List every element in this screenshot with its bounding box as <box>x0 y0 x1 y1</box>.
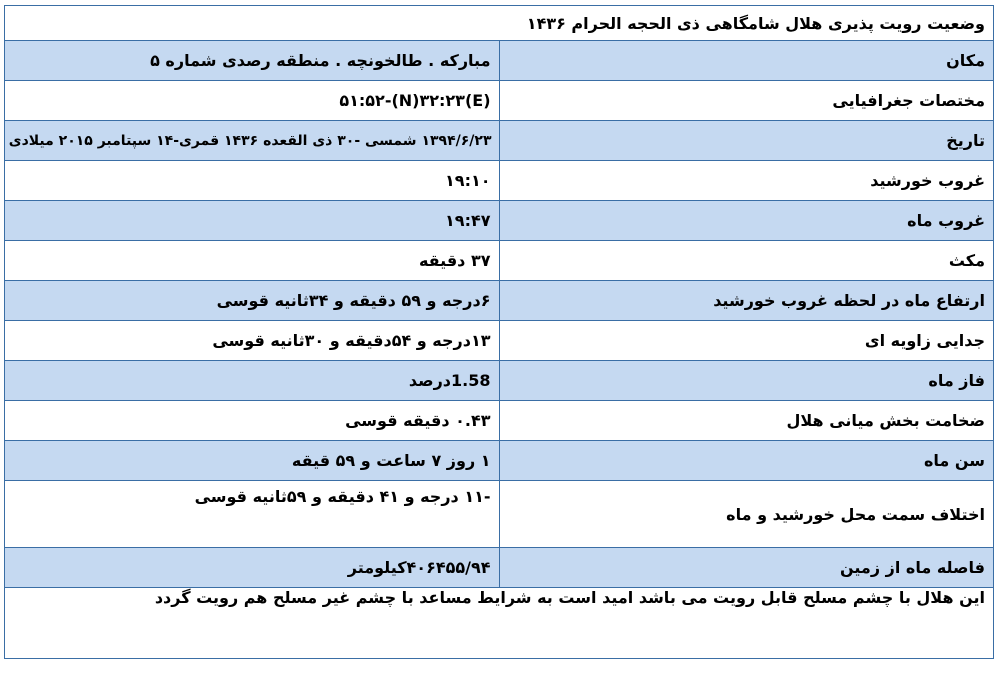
row-value: 1.58درصد <box>5 361 500 401</box>
table-row-altitude <box>5 281 994 321</box>
note-row <box>5 588 994 659</box>
row-label: ارتفاع ماه در لحظه غروب خورشید <box>499 281 994 321</box>
row-label: تاریخ <box>499 121 994 161</box>
row-value: ۱۳۹۴/۶/۲۳ شمسی -۳۰ ذی القعده ۱۴۳۶ قمری-۱۴ سپتامبر ۲۰۱۵ میلادی <box>5 121 500 161</box>
row-label: سن ماه <box>499 441 994 481</box>
table-row-azimuth-difference <box>5 481 994 548</box>
table-row-moonset <box>5 201 994 241</box>
row-value: ۰.۴۳ دقیقه قوسی <box>5 401 500 441</box>
moon-visibility-sheet <box>1 5 997 678</box>
row-label: مکث <box>499 241 994 281</box>
table-title: وضعیت رویت پذیری هلال شامگاهی ذی الحجه الحرام ۱۴۳۶ <box>5 6 994 41</box>
visibility-note: این هلال با چشم مسلح قابل رویت می باشد امید است به شرایط مساعد با چشم غیر مسلح هم رویت گردد <box>5 588 994 659</box>
table-row-sunset <box>5 161 994 201</box>
table-row-moon-age <box>5 441 994 481</box>
table-row-coordinates <box>5 81 994 121</box>
row-value: -۱۱ درجه و ۴۱ دقیقه و ۵۹ثانیه قوسی <box>5 481 500 548</box>
row-label: فاز ماه <box>499 361 994 401</box>
row-label: جدایی زاویه ای <box>499 321 994 361</box>
row-label: غروب خورشید <box>499 161 994 201</box>
row-value: ۱۳درجه و ۵۴دقیقه و ۳۰ثانیه قوسی <box>5 321 500 361</box>
row-label: مکان <box>499 41 994 81</box>
row-value: ۶درجه و ۵۹ دقیقه و ۳۴ثانیه قوسی <box>5 281 500 321</box>
table-row-lag <box>5 241 994 281</box>
row-value: (E)۵۱:۵۲-(N)۳۲:۲۳ <box>5 81 500 121</box>
row-value: مبارکه . طالخونچه . منطقه رصدی شماره ۵ <box>5 41 500 81</box>
row-value: ۳۷ دقیقه <box>5 241 500 281</box>
row-value: ۱۹:۴۷ <box>5 201 500 241</box>
table-row-location <box>5 41 994 81</box>
row-label: غروب ماه <box>499 201 994 241</box>
table-row-phase <box>5 361 994 401</box>
row-label: ضخامت بخش میانی هلال <box>499 401 994 441</box>
table-row-distance <box>5 548 994 588</box>
row-value: ۱۹:۱۰ <box>5 161 500 201</box>
moon-visibility-table <box>4 5 994 659</box>
row-label: فاصله ماه از زمین <box>499 548 994 588</box>
table-row-crescent-width <box>5 401 994 441</box>
table-row-elongation <box>5 321 994 361</box>
row-label: مختصات جغرافیایی <box>499 81 994 121</box>
title-row <box>5 6 994 41</box>
row-label: اختلاف سمت محل خورشید و ماه <box>499 481 994 548</box>
row-value: ۴۰۶۴۵۵/۹۴کیلومتر <box>5 548 500 588</box>
row-value: ۱ روز ۷ ساعت و ۵۹ قیقه <box>5 441 500 481</box>
table-row-date <box>5 121 994 161</box>
